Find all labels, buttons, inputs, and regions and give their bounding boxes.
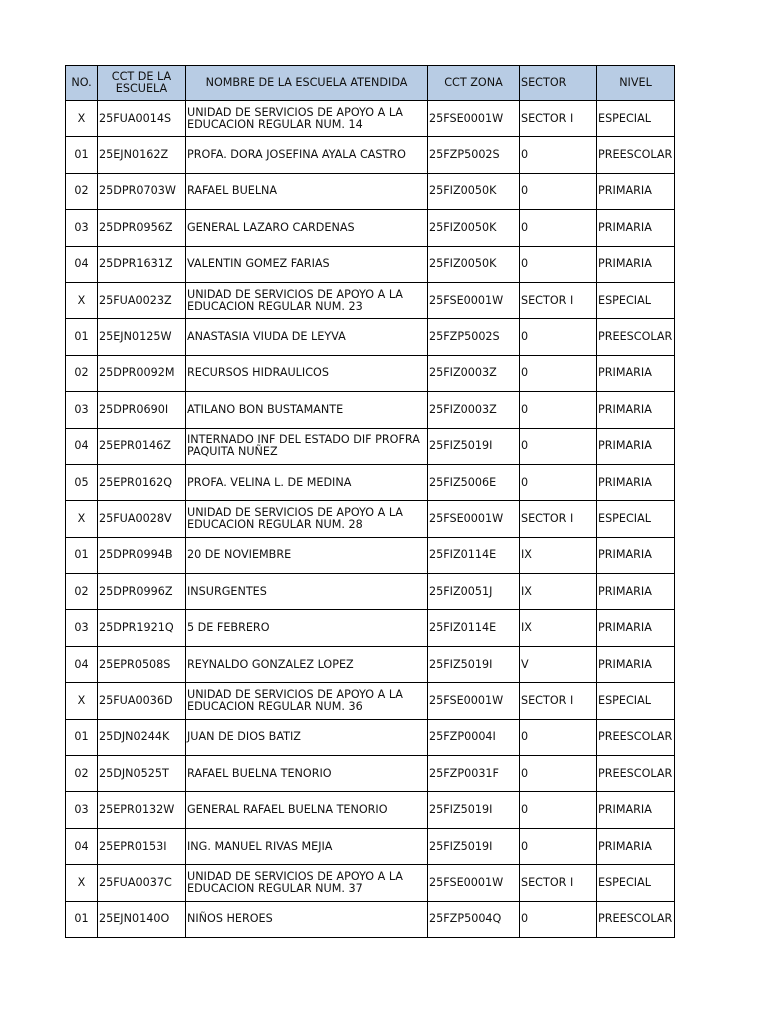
cell-nivel: PREESCOLAR [597, 901, 675, 937]
cell-nivel: PRIMARIA [597, 464, 675, 500]
cell-sector: IX [520, 537, 597, 573]
cell-no: 04 [66, 428, 98, 464]
cell-cct-escuela: 25FUA0014S [98, 101, 186, 137]
cell-nivel: ESPECIAL [597, 101, 675, 137]
cell-nombre: GENERAL RAFAEL BUELNA TENORIO [186, 792, 428, 828]
cell-nivel: PREESCOLAR [597, 137, 675, 173]
cell-no: 04 [66, 246, 98, 282]
cell-nombre: UNIDAD DE SERVICIOS DE APOYO A LA EDUCACION REGULAR NUM. 28 [186, 501, 428, 537]
cell-cct-escuela: 25EJN0125W [98, 319, 186, 355]
table-row [66, 501, 675, 537]
cell-sector: 0 [520, 246, 597, 282]
school-table-sheet [65, 65, 674, 938]
cell-cct-escuela: 25EJN0140O [98, 901, 186, 937]
cell-nivel: ESPECIAL [597, 683, 675, 719]
cell-sector: 0 [520, 756, 597, 792]
cell-cct-escuela: 25DJN0525T [98, 756, 186, 792]
cell-nombre: UNIDAD DE SERVICIOS DE APOYO A LA EDUCACION REGULAR NUM. 14 [186, 101, 428, 137]
cell-nombre: VALENTIN GOMEZ FARIAS [186, 246, 428, 282]
cell-nombre: INTERNADO INF DEL ESTADO DIF PROFRA PAQUITA NUÑEZ [186, 428, 428, 464]
cell-cct-zona: 25FSE0001W [428, 282, 520, 318]
table-row [66, 719, 675, 755]
cell-cct-escuela: 25FUA0036D [98, 683, 186, 719]
cell-sector: 0 [520, 719, 597, 755]
cell-cct-zona: 25FIZ5019I [428, 428, 520, 464]
cell-no: 03 [66, 210, 98, 246]
cell-cct-zona: 25FIZ0050K [428, 210, 520, 246]
cell-cct-zona: 25FIZ0114E [428, 610, 520, 646]
cell-cct-escuela: 25DJN0244K [98, 719, 186, 755]
cell-nivel: PRIMARIA [597, 828, 675, 864]
header-nombre: NOMBRE DE LA ESCUELA ATENDIDA [186, 66, 428, 101]
table-row [66, 355, 675, 391]
cell-nivel: PREESCOLAR [597, 756, 675, 792]
cell-cct-zona: 25FSE0001W [428, 865, 520, 901]
cell-no: X [66, 501, 98, 537]
cell-sector: V [520, 646, 597, 682]
cell-nivel: PREESCOLAR [597, 719, 675, 755]
cell-nombre: 20 DE NOVIEMBRE [186, 537, 428, 573]
cell-sector: SECTOR I [520, 101, 597, 137]
cell-cct-zona: 25FIZ5019I [428, 646, 520, 682]
cell-no: 03 [66, 610, 98, 646]
cell-cct-escuela: 25DPR0092M [98, 355, 186, 391]
cell-nivel: PRIMARIA [597, 355, 675, 391]
cell-cct-zona: 25FIZ5019I [428, 792, 520, 828]
table-row [66, 464, 675, 500]
table-row [66, 173, 675, 209]
cell-no: 03 [66, 392, 98, 428]
table-row [66, 392, 675, 428]
cell-cct-zona: 25FSE0001W [428, 101, 520, 137]
table-row [66, 901, 675, 937]
cell-nombre: UNIDAD DE SERVICIOS DE APOYO A LA EDUCACION REGULAR NUM. 36 [186, 683, 428, 719]
cell-nombre: RAFAEL BUELNA [186, 173, 428, 209]
cell-sector: 0 [520, 901, 597, 937]
cell-sector: 0 [520, 464, 597, 500]
cell-nivel: PRIMARIA [597, 792, 675, 828]
cell-nombre: REYNALDO GONZALEZ LOPEZ [186, 646, 428, 682]
cell-nombre: UNIDAD DE SERVICIOS DE APOYO A LA EDUCACION REGULAR NUM. 37 [186, 865, 428, 901]
cell-nivel: PRIMARIA [597, 210, 675, 246]
cell-no: 02 [66, 574, 98, 610]
cell-cct-escuela: 25EPR0162Q [98, 464, 186, 500]
table-row [66, 610, 675, 646]
cell-no: X [66, 282, 98, 318]
cell-cct-escuela: 25EJN0162Z [98, 137, 186, 173]
table-row [66, 828, 675, 864]
school-table [65, 65, 675, 938]
cell-no: 01 [66, 537, 98, 573]
cell-nivel: PREESCOLAR [597, 319, 675, 355]
cell-sector: 0 [520, 355, 597, 391]
cell-cct-zona: 25FSE0001W [428, 501, 520, 537]
table-row [66, 101, 675, 137]
cell-no: 01 [66, 319, 98, 355]
table-row [66, 865, 675, 901]
cell-nombre: GENERAL LAZARO CARDENAS [186, 210, 428, 246]
table-row [66, 319, 675, 355]
cell-cct-escuela: 25DPR1921Q [98, 610, 186, 646]
cell-cct-escuela: 25DPR0996Z [98, 574, 186, 610]
cell-cct-zona: 25FZP5004Q [428, 901, 520, 937]
cell-no: 02 [66, 355, 98, 391]
cell-nivel: PRIMARIA [597, 610, 675, 646]
cell-nivel: PRIMARIA [597, 392, 675, 428]
cell-nivel: PRIMARIA [597, 173, 675, 209]
cell-cct-escuela: 25DPR0703W [98, 173, 186, 209]
cell-cct-escuela: 25DPR1631Z [98, 246, 186, 282]
cell-no: X [66, 683, 98, 719]
cell-nombre: RECURSOS HIDRAULICOS [186, 355, 428, 391]
cell-no: 01 [66, 719, 98, 755]
table-row [66, 428, 675, 464]
cell-cct-escuela: 25EPR0153I [98, 828, 186, 864]
table-row [66, 246, 675, 282]
table-row [66, 683, 675, 719]
table-row [66, 756, 675, 792]
cell-nombre: JUAN DE DIOS BATIZ [186, 719, 428, 755]
cell-sector: IX [520, 574, 597, 610]
cell-cct-zona: 25FIZ0003Z [428, 355, 520, 391]
header-cct-escuela: CCT DE LA ESCUELA [98, 66, 186, 101]
cell-sector: 0 [520, 173, 597, 209]
cell-cct-zona: 25FIZ5006E [428, 464, 520, 500]
cell-no: X [66, 101, 98, 137]
cell-cct-zona: 25FSE0001W [428, 683, 520, 719]
table-row [66, 792, 675, 828]
cell-cct-zona: 25FZP0004I [428, 719, 520, 755]
cell-no: 01 [66, 901, 98, 937]
cell-nivel: PRIMARIA [597, 246, 675, 282]
cell-sector: SECTOR I [520, 501, 597, 537]
cell-cct-escuela: 25EPR0132W [98, 792, 186, 828]
cell-nivel: ESPECIAL [597, 282, 675, 318]
cell-sector: 0 [520, 210, 597, 246]
cell-cct-escuela: 25FUA0023Z [98, 282, 186, 318]
cell-nivel: PRIMARIA [597, 574, 675, 610]
cell-cct-zona: 25FIZ0051J [428, 574, 520, 610]
cell-nombre: UNIDAD DE SERVICIOS DE APOYO A LA EDUCACION REGULAR NUM. 23 [186, 282, 428, 318]
cell-sector: 0 [520, 792, 597, 828]
cell-nivel: ESPECIAL [597, 501, 675, 537]
cell-cct-zona: 25FZP0031F [428, 756, 520, 792]
cell-nombre: ING. MANUEL RIVAS MEJIA [186, 828, 428, 864]
cell-nombre: RAFAEL BUELNA TENORIO [186, 756, 428, 792]
cell-nivel: PRIMARIA [597, 646, 675, 682]
table-row [66, 282, 675, 318]
header-row [66, 66, 675, 101]
cell-no: 01 [66, 137, 98, 173]
cell-cct-zona: 25FZP5002S [428, 319, 520, 355]
cell-cct-escuela: 25DPR0690I [98, 392, 186, 428]
cell-cct-zona: 25FIZ5019I [428, 828, 520, 864]
cell-cct-zona: 25FIZ0114E [428, 537, 520, 573]
header-sector: SECTOR [520, 66, 597, 101]
cell-cct-escuela: 25FUA0028V [98, 501, 186, 537]
cell-nombre: ANASTASIA VIUDA DE LEYVA [186, 319, 428, 355]
cell-cct-zona: 25FZP5002S [428, 137, 520, 173]
cell-nombre: PROFA. VELINA L. DE MEDINA [186, 464, 428, 500]
cell-sector: 0 [520, 428, 597, 464]
cell-sector: 0 [520, 392, 597, 428]
cell-nombre: 5 DE FEBRERO [186, 610, 428, 646]
cell-no: 02 [66, 756, 98, 792]
cell-no: X [66, 865, 98, 901]
cell-nombre: NIÑOS HEROES [186, 901, 428, 937]
cell-sector: SECTOR I [520, 865, 597, 901]
cell-cct-escuela: 25EPR0146Z [98, 428, 186, 464]
cell-sector: SECTOR I [520, 282, 597, 318]
cell-nombre: PROFA. DORA JOSEFINA AYALA CASTRO [186, 137, 428, 173]
table-row [66, 574, 675, 610]
cell-cct-escuela: 25DPR0956Z [98, 210, 186, 246]
cell-no: 03 [66, 792, 98, 828]
cell-nivel: PRIMARIA [597, 537, 675, 573]
cell-sector: 0 [520, 828, 597, 864]
cell-cct-zona: 25FIZ0003Z [428, 392, 520, 428]
cell-sector: IX [520, 610, 597, 646]
cell-sector: SECTOR I [520, 683, 597, 719]
cell-nivel: ESPECIAL [597, 865, 675, 901]
cell-cct-escuela: 25DPR0994B [98, 537, 186, 573]
table-row [66, 210, 675, 246]
table-header [66, 66, 675, 101]
cell-sector: 0 [520, 319, 597, 355]
cell-no: 04 [66, 828, 98, 864]
cell-nombre: ATILANO BON BUSTAMANTE [186, 392, 428, 428]
cell-no: 02 [66, 173, 98, 209]
cell-cct-zona: 25FIZ0050K [428, 246, 520, 282]
cell-no: 05 [66, 464, 98, 500]
table-row [66, 537, 675, 573]
table-body [66, 101, 675, 938]
table-row [66, 646, 675, 682]
header-cct-zona: CCT ZONA [428, 66, 520, 101]
cell-nivel: PRIMARIA [597, 428, 675, 464]
header-nivel: NIVEL [597, 66, 675, 101]
table-row [66, 137, 675, 173]
cell-cct-escuela: 25FUA0037C [98, 865, 186, 901]
cell-no: 04 [66, 646, 98, 682]
cell-sector: 0 [520, 137, 597, 173]
header-no: NO. [66, 66, 98, 101]
cell-nombre: INSURGENTES [186, 574, 428, 610]
cell-cct-zona: 25FIZ0050K [428, 173, 520, 209]
cell-cct-escuela: 25EPR0508S [98, 646, 186, 682]
